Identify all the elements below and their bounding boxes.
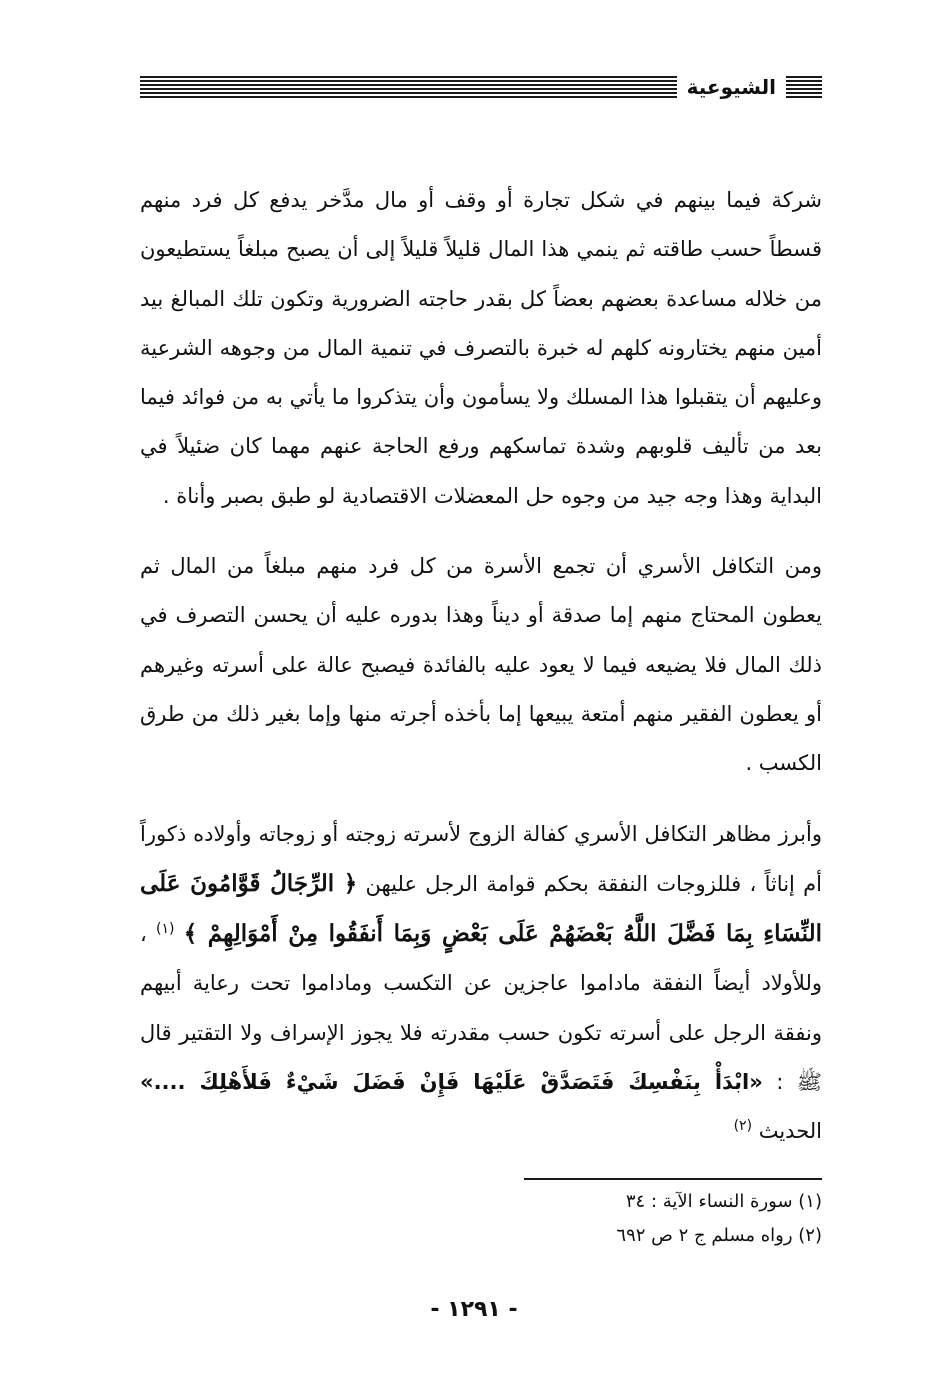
header-rule-right — [786, 76, 822, 98]
page-number: - ١٢٩١ - — [430, 1297, 518, 1322]
paragraph-3-end: الحديث — [758, 1119, 822, 1144]
paragraph-3-middle: ، وللأولاد أيضاً النفقة ماداموا عاجزين عن التكسب وماداموا تحت رعاية أبيهم ونفقة الرجل على أسرته تكون حسب مقدرته فلا يجوز الإسراف ولا التقتير قال ﷺ : — [140, 922, 822, 1095]
footnote-ref-2: (٢) — [733, 1118, 753, 1135]
footnote-1: (١) سورة النساء الآية : ٣٤ — [625, 1191, 822, 1212]
quran-verse: ﴿ الرِّجَالُ قَوَّامُونَ عَلَى النِّسَاءِ بِمَا فَضَّلَ اللَّهُ بَعْضَهُمْ عَلَى بَعْضٍ وَبِمَا أَنفَقُوا مِنْ أَمْوَالِهِمْ ﴾ — [140, 869, 822, 948]
header-title: الشيوعية — [686, 75, 776, 99]
paragraph-2: ومن التكافل الأسري أن تجمع الأسرة من كل فرد منهم مبلغاً من المال ثم يعطون المحتاج منهم إما صدقة أو ديناً وهذا بدوره عليه أن يحسن التصرف في ذلك المال فلا يضيعه فيما لا يعود عليه بالفائدة فيصبح عالة على أسرته وغيرهم أو يعطون الفقير منهم أمتعة يبيعها إما بأخذه أجرته منها وإما بغير ذلك من طرق الكسب . — [140, 554, 822, 776]
header-rule-left — [140, 76, 677, 98]
footnote-2: (٢) رواه مسلم ج ٢ ص ٦٩٢ — [616, 1225, 822, 1246]
paragraph-1: شركة فيما بينهم في شكل تجارة أو وقف أو مال مدَّخر يدفع كل فرد منهم قسطاً حسب طاقته ثم ينمي هذا المال قليلاً قليلاً إلى أن يصبح مبلغاً يستطيعون من خلاله مساعدة بعضهم بعضاً كل بقدر حاجته الضرورية وتكون تلك المبالغ بيد أمين منهم يختارونه كلهم له خبرة بالتصرف في تنمية المال من وجوهه الشرعية وعليهم أن يتقبلوا هذا المسلك ولا يسأمون وأن يتذكروا ما يأتي به من فوائد فيما بعد من تأليف قلوبهم وشدة تماسكهم ورفع الحاجة عنهم مهما كان ضئيلاً في البداية وهذا وجه جيد من وجوه حل المعضلات الاقتصادية لو طبق بصبر وأناة . — [140, 188, 822, 508]
footnote-ref-1: (١) — [156, 921, 175, 938]
paragraph-3 — [140, 810, 822, 1157]
paragraph-3-intro: وأبرز مظاهر التكافل الأسري كفالة الزوج لأسرته زوجته أو زوجاته وأولاده ذكوراً أم إناثاً ، فللزوجات النفقة بحكم قوامة الرجل عليهن — [140, 821, 823, 896]
footnote-divider — [524, 1178, 822, 1180]
footnotes — [402, 1185, 822, 1253]
body-text — [140, 176, 822, 1157]
hadith-quote: «ابْدَأْ بِنَفْسِكَ فَتَصَدَّقْ عَلَيْهَا فَإِنْ فَضَلَ شَيْءٌ فَلأَهْلِكَ ....» — [140, 1070, 763, 1095]
running-header — [140, 74, 822, 100]
